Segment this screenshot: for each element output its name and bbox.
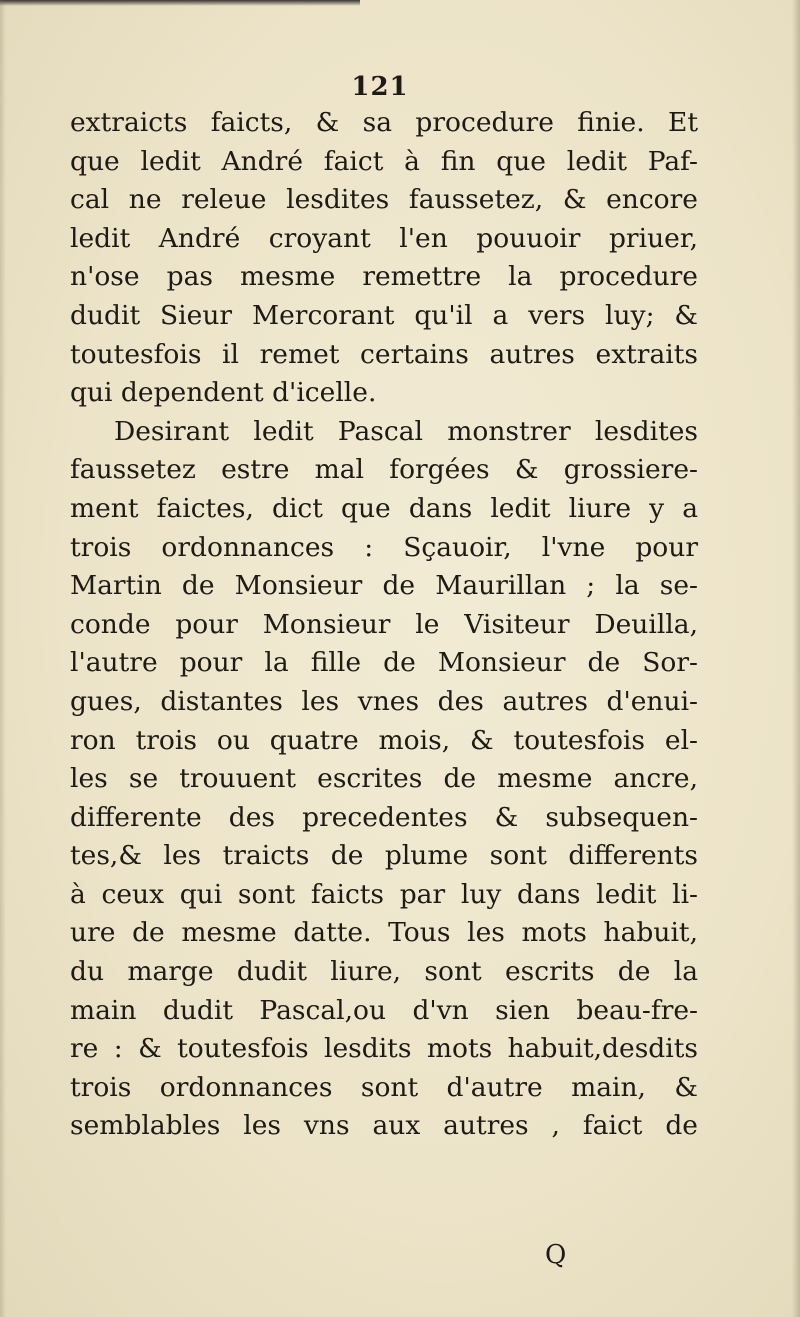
text-line: ment faictes, dict que dans ledit liure y a: [70, 492, 698, 524]
text-line: trois ordonnances sont d'autre main, &: [70, 1071, 698, 1103]
page-right-shadow: [792, 0, 800, 1317]
text-line: qui dependent d'icelle.: [70, 377, 377, 409]
text-line: n'ose pas mesme remettre la procedure: [70, 261, 698, 293]
text-line: main dudit Pascal,ou d'vn sien beau-fre-: [70, 994, 698, 1026]
text-line: differente des precedentes & subsequen-: [70, 801, 698, 833]
text-line: conde pour Monsieur le Visiteur Deuilla,: [70, 608, 698, 640]
text-line: trois ordonnances : Sçauoir, l'vne pour: [70, 531, 698, 563]
text-line: l'autre pour la fille de Monsieur de Sor-: [70, 647, 698, 679]
page-number: 121: [351, 72, 409, 102]
text-line: cal ne releue lesdites faussetez, & encore: [70, 184, 698, 216]
text-line: gues, distantes les vnes des autres d'enui-: [70, 685, 698, 717]
text-line: que ledit André faict à fin que ledit Paf-: [70, 145, 698, 177]
text-line: semblables les vns aux autres , faict de: [70, 1110, 698, 1142]
text-line: ure de mesme datte. Tous les mots habuit,: [70, 917, 698, 949]
page-top-shadow: [0, 0, 360, 6]
text-line: à ceux qui sont faicts par luy dans ledit li-: [70, 878, 698, 910]
text-line: Desirant ledit Pascal monstrer lesdites: [114, 415, 698, 447]
text-line: les se trouuent escrites de mesme ancre,: [70, 763, 698, 795]
text-line: faussetez estre mal forgées & grossiere-: [70, 454, 698, 486]
text-line: tes,& les traicts de plume sont differents: [70, 840, 698, 872]
text-line: extraicts faicts, & sa procedure finie. Et: [70, 107, 698, 138]
text-line: toutesfois il remet certains autres extraits: [70, 338, 698, 370]
text-line: ron trois ou quatre mois, & toutesfois el-: [70, 724, 698, 756]
page-left-shadow: [0, 0, 6, 1317]
text-line: ledit André croyant l'en pouuoir priuer,: [70, 222, 698, 254]
body-text: [70, 104, 698, 1146]
catchword: Q: [545, 1240, 567, 1270]
text-line: du marge dudit liure, sont escrits de la: [70, 956, 698, 988]
text-line: re : & toutesfois lesdits mots habuit,desdits: [70, 1033, 698, 1065]
text-line: dudit Sieur Mercorant qu'il a vers luy; &: [70, 299, 698, 331]
text-line: Martin de Monsieur de Maurillan ; la se-: [70, 570, 698, 602]
